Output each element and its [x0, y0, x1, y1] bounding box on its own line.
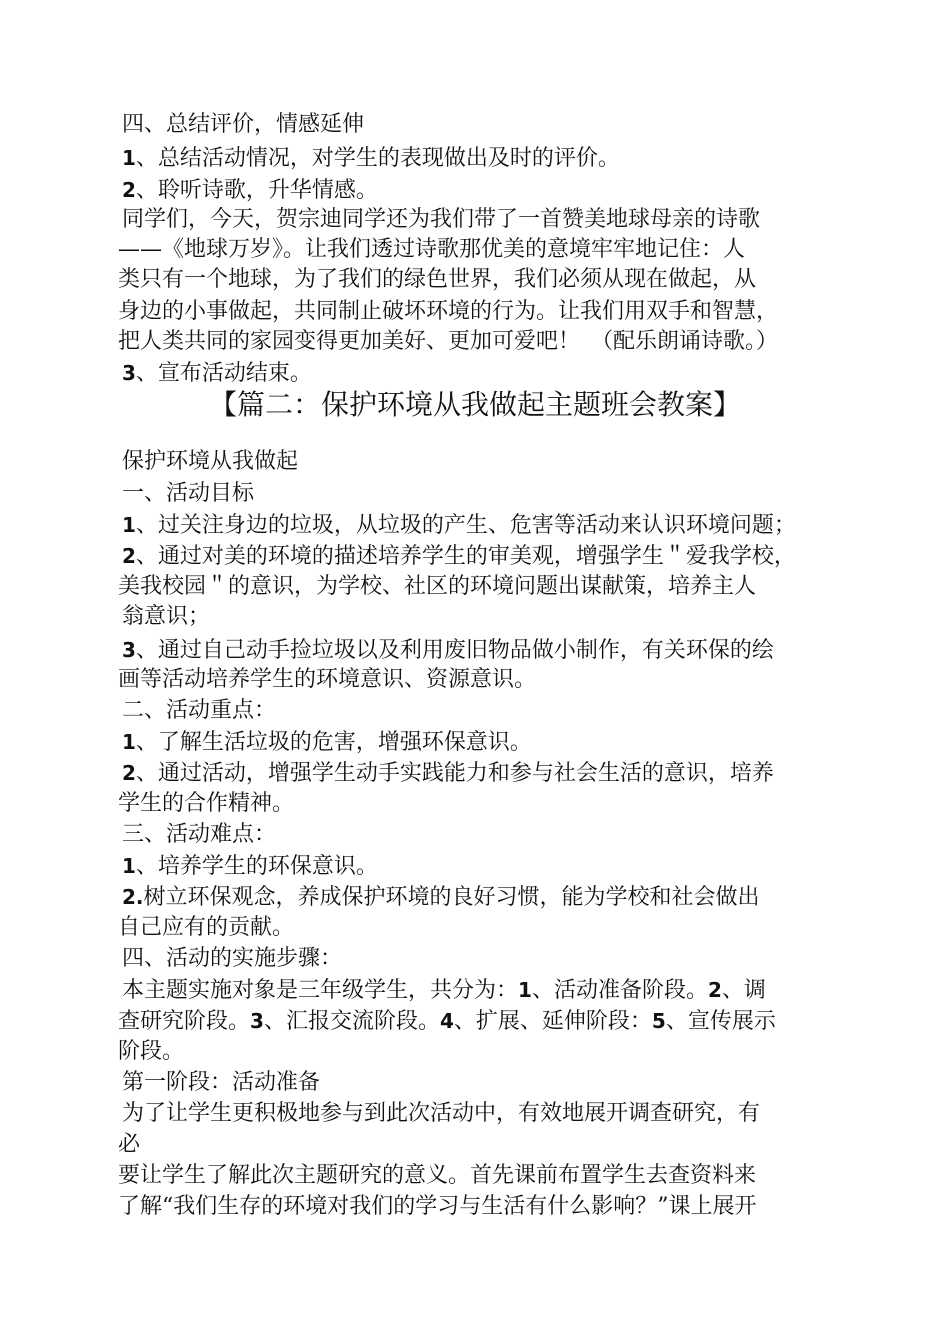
step-number: 3	[250, 1009, 264, 1033]
paragraph-line: ——《地球万岁》。让我们透过诗歌那优美的意境牢牢地记住：人	[118, 237, 746, 262]
item-number: 2	[122, 178, 136, 202]
paragraph-line: 美我校园＂的意识，为学校、社区的环境问题出谋献策，培养主人	[118, 574, 757, 599]
step-number: 1	[518, 978, 532, 1002]
paragraph-line: 了解“我们生存的环境对我们的学习与生活有什么影响？”课上展开	[118, 1194, 757, 1219]
steps-text: 、调	[721, 978, 766, 1003]
steps-text: 查研究阶段。	[118, 1009, 251, 1034]
item-text: 、了解生活垃圾的危害，增强环保意识。	[135, 730, 532, 755]
item-text: 树立环保观念，养成保护环境的良好习惯，能为学校和社会做出	[143, 885, 760, 910]
list-item	[122, 851, 378, 881]
paragraph-line: 身边的小事做起，共同制止破坏环境的行为。让我们用双手和智慧，	[118, 299, 779, 324]
paragraph-line: 要让学生了解此次主题研究的意义。首先课前布置学生去查资料来	[118, 1163, 757, 1188]
item-number: 1	[122, 513, 136, 537]
section-heading: 三、活动难点：	[122, 822, 277, 847]
list-item	[122, 175, 378, 205]
paragraph-line: 同学们，今天，贺宗迪同学还为我们带了一首赞美地球母亲的诗歌	[122, 207, 761, 232]
list-item	[122, 510, 796, 540]
paragraph-line: 阶段。	[118, 1039, 185, 1064]
paragraph-line: 把人类共同的家园变得更加美好、更加可爱吧！ （配乐朗诵诗歌。）	[118, 329, 779, 354]
list-item	[122, 758, 774, 788]
item-text: 、总结活动情况，对学生的表现做出及时的评价。	[135, 146, 620, 171]
paragraph-line: 必	[118, 1132, 141, 1157]
section-heading: 一、活动目标	[122, 481, 255, 506]
item-number: 3	[122, 361, 136, 385]
paragraph-line: 画等活动培养学生的环境意识、资源意识。	[118, 667, 537, 692]
steps-text: 、扩展、延伸阶段：	[453, 1009, 652, 1034]
item-text: 、通过对美的环境的描述培养学生的审美观，增强学生＂爱我学校，	[135, 544, 796, 569]
section-title: 【篇二：保护环境从我做起主题班会教案】	[208, 388, 741, 421]
section-heading: 二、活动重点：	[122, 698, 277, 723]
item-number: 2	[122, 544, 136, 568]
item-text: 、聆听诗歌，升华情感。	[135, 178, 378, 203]
paragraph-line: 类只有一个地球，为了我们的绿色世界，我们必须从现在做起，从	[118, 267, 757, 292]
item-text: 、过关注身边的垃圾，从垃圾的产生、危害等活动来认识环境问题；	[135, 513, 796, 538]
paragraph-line: 为了让学生更积极地参与到此次活动中，有效地展开调查研究，有	[122, 1101, 761, 1126]
item-number: 2	[122, 761, 136, 785]
item-number: 1	[122, 730, 136, 754]
item-text: 、培养学生的环保意识。	[135, 854, 378, 879]
paragraph-line: 自己应有的贡献。	[118, 915, 295, 940]
step-number: 2	[707, 978, 722, 1002]
list-item	[122, 882, 760, 912]
item-number: 3	[122, 638, 136, 662]
steps-text: 、汇报交流阶段。	[263, 1009, 440, 1034]
item-number: 2.	[122, 885, 144, 909]
section-heading: 四、活动的实施步骤：	[122, 946, 343, 971]
item-number: 1	[122, 854, 136, 878]
subtitle: 保护环境从我做起	[122, 449, 299, 474]
item-text: 、通过活动，增强学生动手实践能力和参与社会生活的意识，培养	[135, 761, 774, 786]
list-item	[122, 541, 796, 571]
paragraph-line: 学生的合作精神。	[118, 791, 295, 816]
item-number: 1	[122, 146, 136, 170]
steps-text: 本主题实施对象是三年级学生，共分为：	[122, 978, 519, 1003]
step-number: 4	[439, 1009, 454, 1033]
paragraph-line	[122, 975, 766, 1005]
paragraph-line: 翁意识；	[122, 604, 211, 629]
steps-text: 、宣传展示	[665, 1009, 776, 1034]
paragraph-line	[118, 1006, 776, 1036]
item-text: 、通过自己动手捡垃圾以及利用废旧物品做小制作，有关环保的绘	[135, 638, 774, 663]
list-item	[122, 358, 312, 388]
item-text: 、宣布活动结束。	[135, 361, 312, 386]
step-number: 5	[651, 1009, 666, 1033]
list-item	[122, 143, 620, 173]
section-heading: 四、总结评价，情感延伸	[122, 112, 365, 137]
list-item	[122, 635, 774, 665]
steps-text: 、活动准备阶段。	[531, 978, 708, 1003]
section-heading: 第一阶段：活动准备	[122, 1070, 321, 1095]
list-item	[122, 727, 532, 757]
